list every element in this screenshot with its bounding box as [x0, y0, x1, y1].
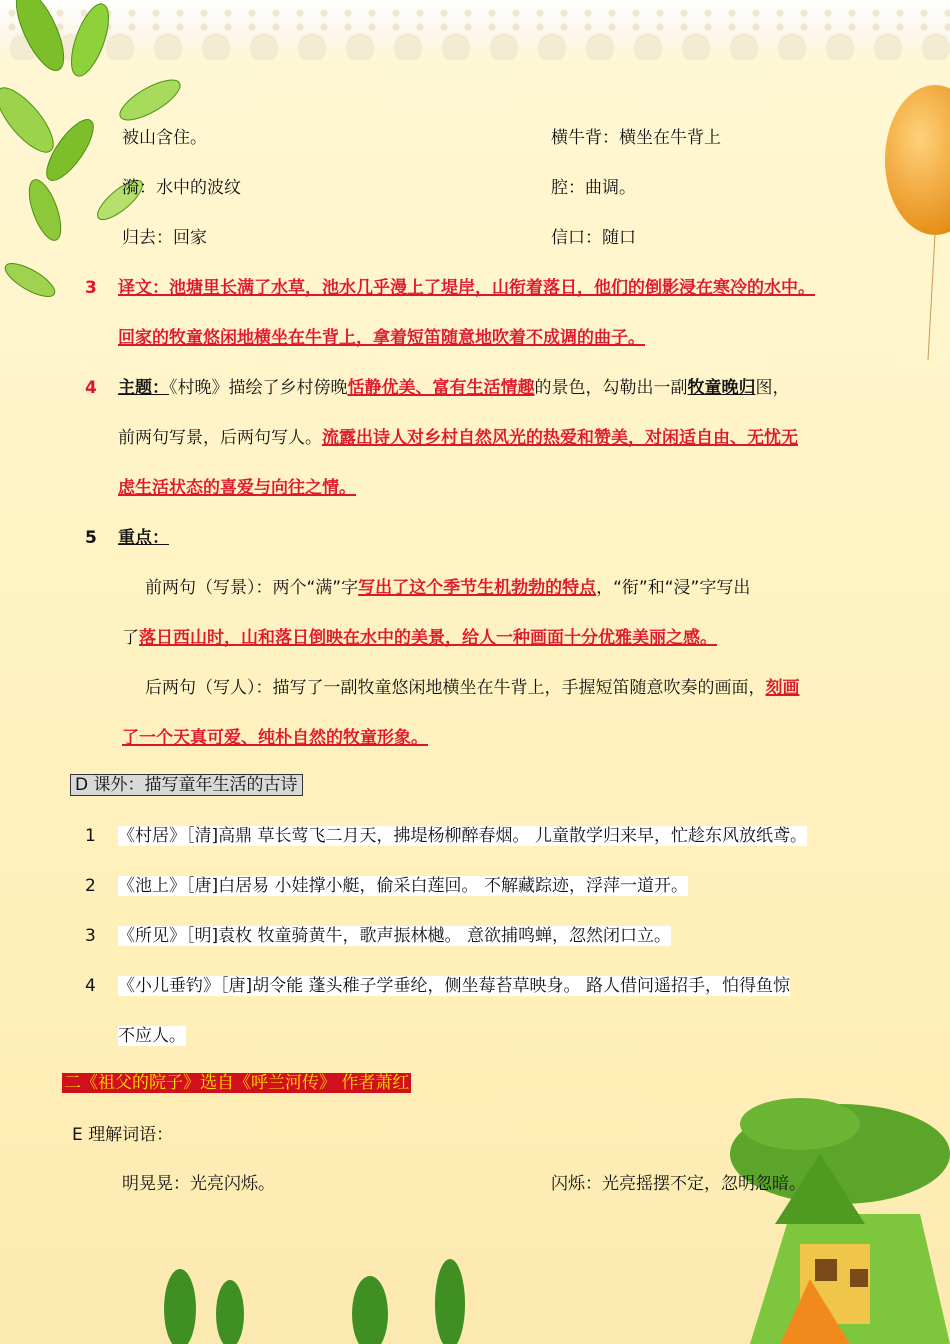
vocab-left-2: 漪：水中的波纹	[122, 178, 241, 198]
section-3-number: 3	[85, 278, 97, 298]
poem-2-text: 《池上》［唐]白居易 小娃撑小艇，偷采白莲回。 不解藏踪迹，浮萍一道开。	[118, 876, 688, 896]
section-e-title: E 理解词语：	[72, 1125, 174, 1145]
poem-4-continued	[118, 1024, 186, 1048]
vocab-left-3: 归去：回家	[122, 228, 207, 248]
poem-4-number: 4	[85, 976, 96, 996]
section-4-highlight-a: 恬静优美、富有生活情趣	[347, 378, 535, 398]
section-3-line-2	[118, 326, 645, 350]
section-5-p2-line-2	[122, 726, 428, 750]
section-5-p2-line-1	[145, 676, 800, 700]
poem-1	[118, 824, 807, 848]
section-d-heading	[70, 773, 303, 797]
section-3-text-1: 池塘里长满了水草，池水几乎漫上了堤岸，山衔着落日，他们的倒影浸在寒冷的水中。	[169, 278, 815, 298]
poem-3-text: 《所见》［明]袁枚 牧童骑黄牛，歌声振林樾。 意欲捕鸣蝉，忽然闭口立。	[118, 926, 671, 946]
section-4-highlight-d: 牧童晚归	[687, 378, 756, 398]
leaves-decoration	[0, 0, 230, 320]
vocab-right-3: 信口：随口	[551, 228, 636, 248]
section-5-p1-e: 落日西山时，山和落日倒映在水中的美景，给人一种画面十分优雅美丽之感。	[139, 628, 717, 648]
poem-3-number: 3	[85, 926, 96, 946]
poem-1-number: 1	[85, 826, 96, 846]
section-5-p1-line-1	[145, 576, 750, 600]
section-5-label: 重点：	[118, 528, 169, 548]
section-3-line-1	[118, 276, 815, 300]
balloon-decoration	[880, 70, 950, 370]
section-5-p1-c: ，“衔”和“浸”字写出	[596, 578, 751, 598]
poem-2-number: 2	[85, 876, 96, 896]
section-4-text-e: 图，	[755, 378, 790, 398]
section-4-label: 主题：	[118, 378, 169, 398]
lesson-2-heading	[62, 1071, 411, 1095]
section-5-number: 5	[85, 528, 97, 548]
section-e-vocab-right: 闪烁：光亮摇摆不定，忽明忽暗。	[551, 1174, 806, 1194]
section-5-p1-a: 前两句（写景）：两个“满”字	[145, 578, 359, 598]
section-5-p2-c: 了一个天真可爱、纯朴自然的牧童形象。	[122, 728, 428, 748]
poem-4	[118, 974, 790, 998]
poem-1-text: 《村居》［清]高鼎 草长莺飞二月天，拂堤杨柳醉春烟。 儿童散学归来早，忙趁东风放纸鸢。	[118, 826, 807, 846]
section-4-text-c: 的景色，勾勒出一副	[534, 378, 688, 398]
poem-4-cont-text: 不应人。	[118, 1026, 186, 1046]
poem-3	[118, 924, 671, 948]
section-4-line-3	[118, 476, 356, 500]
vocab-left-1: 被山含住。	[122, 128, 207, 148]
section-5-p1-b: 写出了这个季节生机勃勃的特点	[358, 578, 597, 598]
vocab-right-1: 横牛背：横坐在牛背上	[551, 128, 721, 148]
section-4-text-3: 虑生活状态的喜爱与向往之情。	[118, 478, 356, 498]
section-4-text-a: 《村晚》描绘了乡村傍晚	[169, 378, 348, 398]
vocab-right-2: 腔：曲调。	[551, 178, 636, 198]
poem-2	[118, 874, 688, 898]
section-5-p2-a: 后两句（写人）：描写了一副牧童悠闲地横坐在牛背上，手握短笛随意吹奏的画面，	[145, 678, 766, 698]
section-5-p1-line-2	[122, 626, 717, 650]
section-4-number: 4	[85, 378, 97, 398]
house-decoration	[690, 1094, 950, 1344]
poem-4-text: 《小儿垂钓》［唐]胡令能 蓬头稚子学垂纶，侧坐莓苔草映身。 路人借问遥招手，怕得鱼惊	[118, 976, 790, 996]
section-4-line-2	[118, 426, 798, 450]
lesson-2-title: 二《祖父的院子》选自《呼兰河传》 作者萧红	[64, 1073, 410, 1093]
section-3-label: 译文：	[118, 278, 169, 298]
section-5-label-line	[118, 526, 169, 550]
section-4-text-2a: 前两句写景，后两句写人。	[118, 428, 322, 448]
trees-decoration	[120, 1214, 540, 1344]
section-4-text-2b: 流露出诗人对乡村自然风光的热爱和赞美，对闲适自由、无忧无	[322, 428, 798, 448]
section-3-text-2: 回家的牧童悠闲地横坐在牛背上，拿着短笛随意地吹着不成调的曲子。	[118, 328, 645, 348]
section-d-title: D 课外：描写童年生活的古诗	[70, 774, 303, 796]
section-4-line-1	[118, 376, 790, 400]
section-e-vocab-left: 明晃晃：光亮闪烁。	[122, 1174, 275, 1194]
section-5-p1-d: 了	[122, 628, 139, 648]
section-5-p2-b: 刻画	[765, 678, 800, 698]
